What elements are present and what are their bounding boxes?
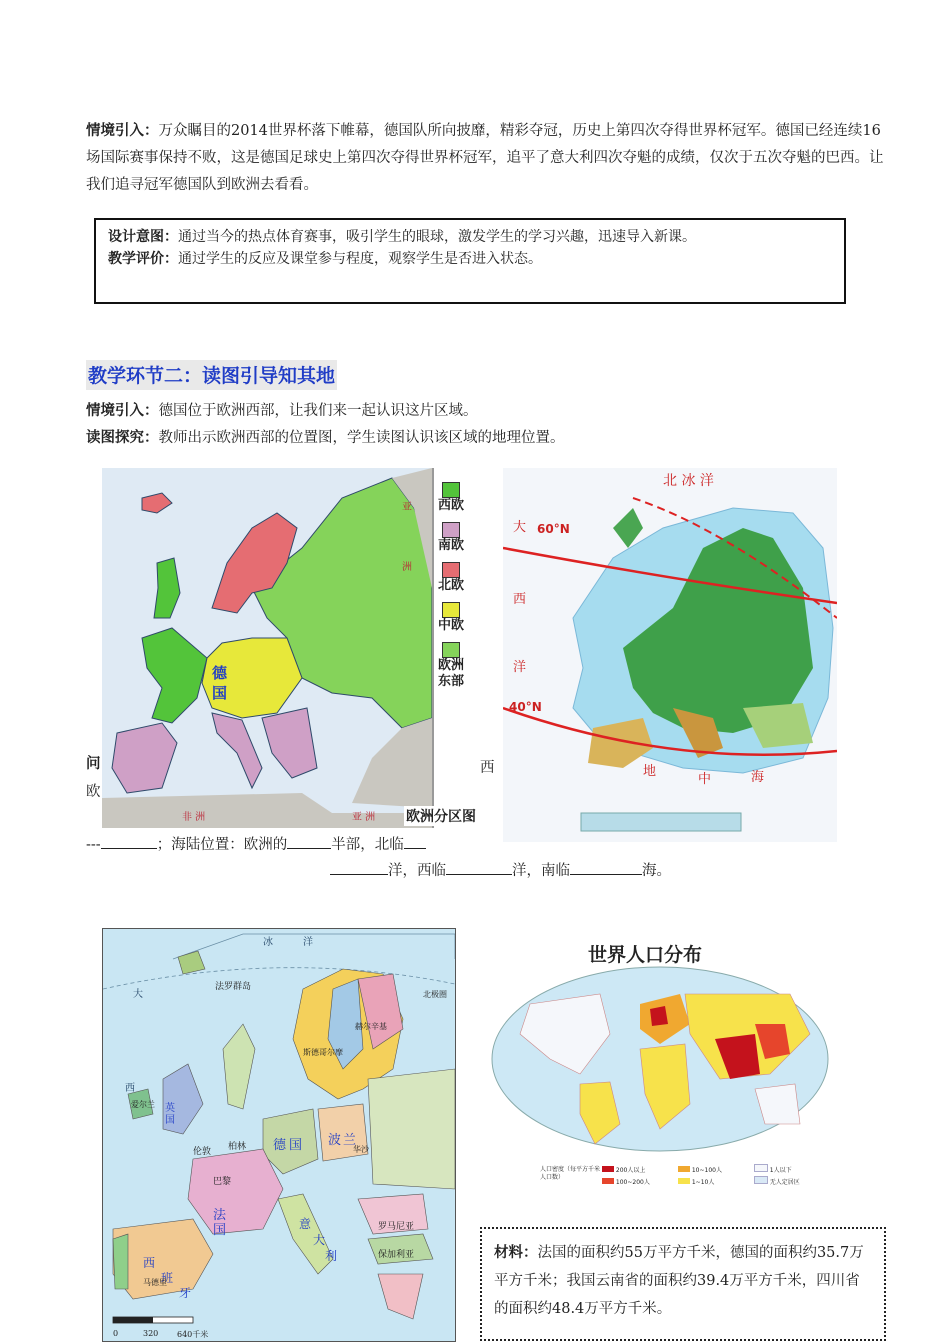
- europe-terrain-map: [503, 468, 837, 842]
- pop-legend-6: 无人定居区: [769, 1179, 800, 1186]
- label-helsinki: 赫尔辛基: [355, 1022, 387, 1031]
- blank-3[interactable]: [404, 832, 426, 849]
- asia-label-bottom: 亚 洲: [352, 812, 376, 823]
- label-spain-1: 西: [143, 1256, 156, 1270]
- legend-swatch-south: [442, 522, 460, 538]
- question-ou: 欧: [86, 784, 101, 800]
- explore-label: 读图探究：: [86, 430, 159, 446]
- label-warsaw: 华沙: [353, 1145, 369, 1154]
- question-line-1: [86, 832, 426, 855]
- label-faroe: 法罗群岛: [215, 982, 252, 992]
- pop-legend-4: 1~10人: [691, 1179, 715, 1186]
- label-stockholm: 斯德哥尔摩: [303, 1048, 343, 1057]
- question-text-1: ；海陆位置：欧洲的: [156, 837, 288, 853]
- label-paris: 巴黎: [213, 1177, 232, 1187]
- label-uk-1: 英: [165, 1103, 175, 1114]
- world-population-map: [490, 940, 830, 1190]
- population-legend: [602, 1164, 830, 1188]
- europe-regions-svg: [102, 468, 480, 828]
- intro-text: 万众瞩目的2014世界杯落下帷幕，德国队所向披靡，精彩夺冠，历史上第四次夺得世界杯冠军。德国已经连续16场国际赛事保持不败，这是德国足球史上第四次夺得世界杯冠军，追平了意大利四次夺魁的成绩，仅次于五次夺魁的巴西。让我们追寻冠军德国队到欧洲去看看。: [86, 123, 884, 193]
- label-poland-2: 兰: [343, 1133, 357, 1148]
- scale-640: 640千米: [177, 1330, 209, 1339]
- population-map-title: 世界人口分布: [588, 944, 703, 966]
- label-ocean: 洋: [303, 937, 313, 948]
- intro-paragraph: [86, 118, 886, 199]
- label-italy-1: 意: [299, 1217, 312, 1231]
- europe-political-map: [102, 928, 456, 1342]
- label-germany-2: 国: [289, 1138, 303, 1153]
- blank-1[interactable]: [101, 832, 157, 849]
- legend-swatch-west: [442, 482, 460, 498]
- label-spain-3: 牙: [179, 1286, 192, 1300]
- asia-label-top: 亚: [402, 502, 412, 513]
- pop-swatch-3: [678, 1166, 690, 1172]
- pop-swatch-2: [602, 1178, 614, 1184]
- question-start: 问: [86, 756, 101, 772]
- pop-swatch-6: [754, 1176, 768, 1184]
- material-label: 材料：: [494, 1245, 538, 1261]
- material-box: [480, 1227, 886, 1341]
- med-label-2: 中: [698, 772, 712, 787]
- question-text-4: 洋，南临: [512, 863, 570, 879]
- intro2-label: 情境引入：: [86, 403, 159, 419]
- design-intent-label: 设计意图：: [108, 229, 178, 245]
- asia-label-mid: 洲: [402, 562, 412, 573]
- pop-swatch-5: [754, 1164, 768, 1172]
- map-caption: 欧洲分区图: [404, 806, 478, 826]
- design-intent-text: 通过当今的热点体育赛事，吸引学生的眼球，激发学生的学习兴趣，迅速导入新课。: [178, 229, 696, 245]
- material-text: 法国的面积约55万平方千米，德国的面积约35.7万平方千米；我国云南省的面积约39.4万平方千米，四川省的面积约48.4万平方千米。: [494, 1245, 864, 1317]
- label-italy-2: 大: [313, 1233, 326, 1247]
- med-label-1: 地: [643, 764, 657, 779]
- arctic-ocean-label: 北 冰 洋: [663, 473, 714, 489]
- scale-320: 320: [143, 1329, 159, 1338]
- label-atlantic-2: 西: [125, 1083, 135, 1094]
- atlantic-label-1: 大: [513, 520, 527, 535]
- europe-regions-map: [102, 468, 480, 828]
- scale-0: 0: [113, 1329, 119, 1338]
- atlantic-label-2: 西: [513, 592, 527, 607]
- label-france-1: 法: [213, 1208, 227, 1223]
- label-madrid: 马德里: [143, 1278, 167, 1287]
- label-ireland: 爱尔兰: [131, 1100, 155, 1109]
- label-france-2: 国: [213, 1223, 227, 1238]
- intro2-text: 德国位于欧洲西部，让我们来一起认识这片区域。: [158, 403, 478, 419]
- label-london: 伦敦: [193, 1147, 212, 1157]
- legend-swatch-east: [442, 642, 460, 658]
- africa-label: 非 洲: [182, 812, 206, 823]
- label-uk-2: 国: [165, 1115, 175, 1126]
- lat-60-label: 60°N: [537, 522, 570, 536]
- legend-label-east: 欧洲东部: [438, 658, 465, 689]
- design-intent-box: [94, 218, 846, 304]
- label-poland-1: 波: [328, 1133, 342, 1148]
- pop-swatch-4: [678, 1178, 690, 1184]
- teaching-eval-label: 教学评价：: [108, 251, 178, 267]
- blank-6[interactable]: [570, 858, 642, 875]
- pop-legend-2: 100~200人: [615, 1179, 650, 1186]
- population-map-svg: [490, 964, 830, 1154]
- section-title: 教学环节二：读图引导知其地: [86, 360, 337, 390]
- lat-40-label: 40°N: [509, 700, 542, 714]
- legend-swatch-north: [442, 562, 460, 578]
- pop-legend-3: 10~100人: [691, 1167, 722, 1174]
- pop-legend-5: 1人以下: [769, 1167, 792, 1174]
- teaching-eval-text: 通过学生的反应及课堂参与程度，观察学生是否进入状态。: [178, 251, 542, 267]
- med-label-3: 海: [751, 770, 765, 785]
- question-text-5: 海。: [642, 863, 671, 879]
- blank-2[interactable]: [287, 832, 331, 849]
- legend-label-west: 西欧: [438, 498, 465, 513]
- pop-swatch-1: [602, 1166, 614, 1172]
- label-arctic-circle: 北极圈: [423, 990, 447, 999]
- question-line-2: [330, 858, 671, 881]
- legend-label-north: 北欧: [438, 578, 465, 593]
- label-spain-2: 班: [161, 1271, 174, 1285]
- label-ice: 冰: [263, 937, 273, 948]
- explore-paragraph: [86, 425, 886, 452]
- label-germany-1: 德: [273, 1138, 287, 1153]
- explore-text: 教师出示欧洲西部的位置图，学生读图认识该区域的地理位置。: [158, 430, 565, 446]
- pop-legend-1: 200人以上: [615, 1167, 646, 1174]
- question-xi: 西: [480, 760, 495, 776]
- question-text-3: 洋，西临: [388, 863, 446, 879]
- question-dashes: ---: [86, 837, 101, 853]
- question-text-2: 半部，北临: [331, 837, 404, 853]
- atlantic-label-3: 洋: [513, 660, 527, 675]
- legend-label-south: 南欧: [438, 538, 465, 553]
- label-romania: 罗马尼亚: [378, 1222, 415, 1232]
- blank-4[interactable]: [330, 858, 388, 875]
- germany-label: 德国: [212, 664, 228, 702]
- label-bulgaria: 保加利亚: [378, 1250, 415, 1260]
- intro2-paragraph: [86, 398, 886, 425]
- legend-label-central: 中欧: [438, 618, 465, 633]
- intro-label: 情境引入：: [86, 123, 159, 139]
- blank-5[interactable]: [446, 858, 512, 875]
- region-legend: [438, 482, 478, 690]
- label-berlin: 柏林: [228, 1142, 247, 1152]
- label-italy-3: 利: [325, 1249, 338, 1263]
- legend-swatch-central: [442, 602, 460, 618]
- label-atlantic-1: 大: [133, 989, 143, 1000]
- population-legend-header: 人口密度（每平方千米人口数）: [540, 1166, 601, 1181]
